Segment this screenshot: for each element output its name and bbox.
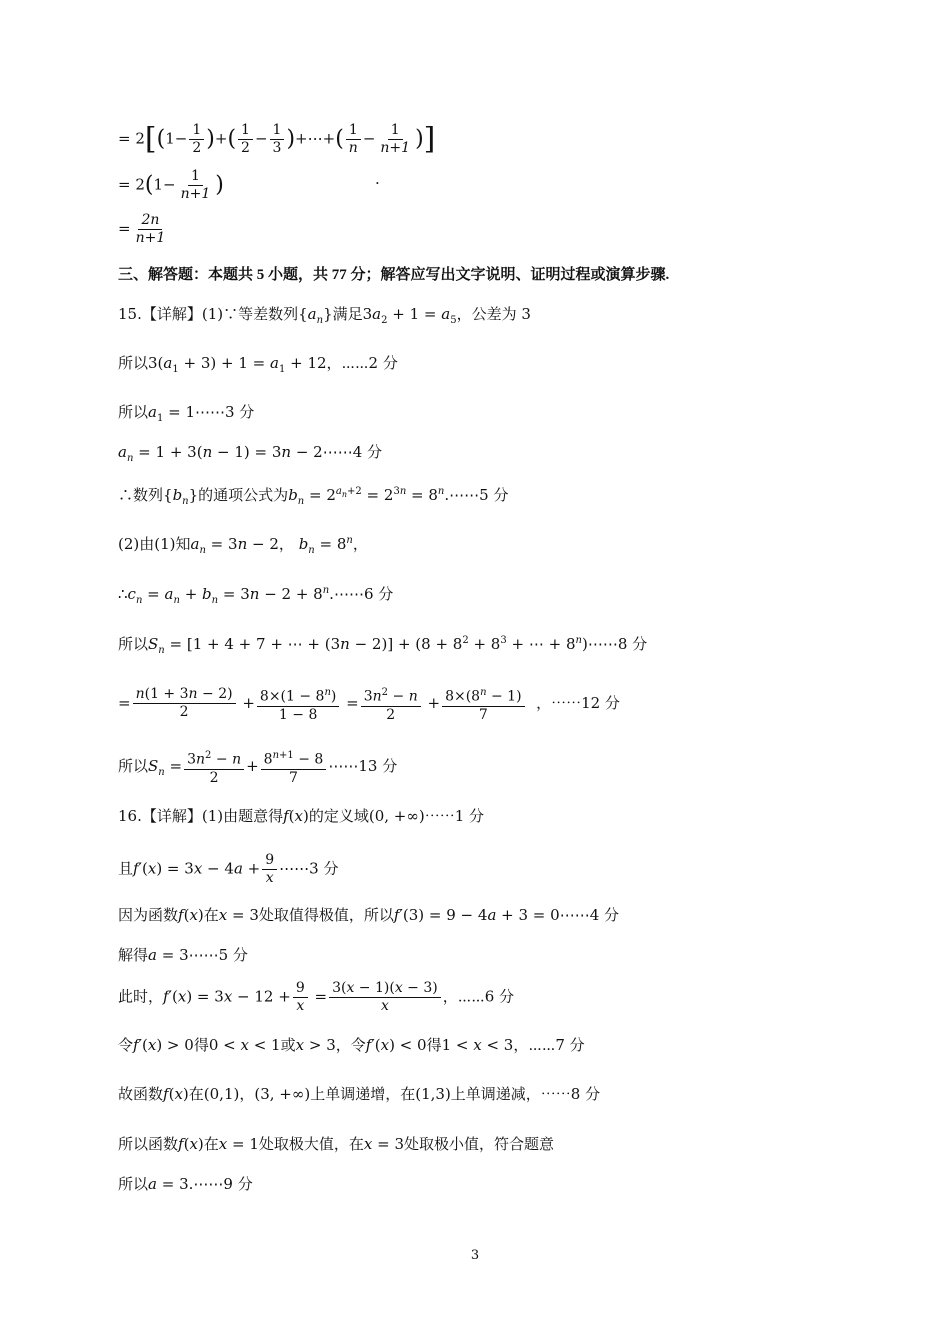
q15-line-6: (2)由(1)知$a_n = 3n - 2$， $b_n = 8^n$， — [118, 535, 368, 556]
fraction: $\frac{1}{2}$ — [189, 122, 204, 157]
q15-line-9: = $\frac{n(1 + 3n - 2)}{2}$ + $\frac{8\times(1 - 8^n)}{1 - 8}$ = $\frac{3n^2 - n}{2}$ + $\frac{8\times(8^n - 1)}{7}$ ，⋯⋯12 分 — [118, 684, 620, 724]
q16-line-8: 所以函数f(x)在x = 1处取极大值，在x = 3处取极小值，符合题意 — [118, 1135, 555, 1153]
fraction: $\frac{1}{n}$ — [346, 122, 361, 157]
page-number: 3 — [470, 1248, 480, 1263]
fraction: $\frac{2n}{n+1}$ — [135, 212, 166, 246]
q16-line-3: 因为函数f(x)在x = 3处取值得极值，所以f′(3) = 9 − 4a + 3 = 0⋯⋯4 分 — [118, 906, 619, 924]
q16-line-1: 16.【详解】(1)由题意得f(x)的定义域(0, +∞)⋯⋯1 分 — [118, 807, 485, 825]
fraction: $\frac{3(x - 1)(x - 3)}{x}$ — [329, 980, 441, 1015]
fraction: $\frac{1}{2}$ — [238, 122, 253, 157]
q16-line-9: 所以a = 3.⋯⋯9 分 — [118, 1175, 253, 1193]
fraction: $\frac{9}{x}$ — [293, 980, 308, 1015]
fraction: $\frac{9}{x}$ — [262, 852, 277, 887]
q15-line-4: $a_n = 1 + 3(n - 1) = 3n$ − 2⋯⋯4 分 — [118, 443, 383, 464]
intro-line-3: = $\frac{2n}{n+1}$ — [118, 212, 170, 247]
fraction: $\frac{8^{n+1} - 8}{7}$ — [261, 747, 327, 787]
fraction: $\frac{3n^2 - n}{2}$ — [184, 747, 244, 787]
q16-line-5: 此时，f′(x) = 3x − 12 + $\frac{9}{x}$ = $\frac{3(x - 1)(x - 3)}{x}$ ，⋯⋯6 分 — [118, 980, 515, 1014]
section-title: 三、解答题：本题共 5 小题，共 77 分；解答应写出文字说明、证明过程或演算步骤. — [118, 267, 670, 283]
fraction: $\frac{1}{n+1}$ — [380, 122, 411, 156]
q15-line-2: 所以$3(a_1 + 3) + 1 = a_1 + 12$，⋯⋯2 分 — [118, 354, 398, 375]
q15-line-7: $\therefore c_n = a_n + b_n = 3n - 2$ + $8^n.\cdots\cdots 6$ 分 — [118, 585, 394, 606]
q15-line-5: ∴数列$\{b_n\}$的通项公式为$b_n = 2^{a_n+2} = 2^{3n}$ = $8^n.\cdots\cdots 5$ 分 — [118, 486, 509, 507]
fraction: $\frac{8\times(8^n - 1)}{7}$ — [442, 684, 524, 724]
q15-line-1: 15.【详解】(1)∵等差数列$\{a_n\}$满足$3a_2 + 1 = a_5$，公差为 3 — [118, 305, 531, 326]
q15-line-3: 所以$a_1$ = 1⋯⋯3 分 — [118, 403, 255, 424]
q16-line-7: 故函数f(x)在(0,1)，(3, +∞)上单调递增，在(1,3)上单调递减，⋯⋯8 分 — [118, 1085, 601, 1103]
intro-line-1: = 2[(1− $\frac{1}{2}$ )+( $\frac{1}{2}$ − $\frac{1}{3}$ )+⋯+( $\frac{1}{n}$ − $\frac{1}{n+1}$ )] — [118, 121, 436, 157]
q15-line-10: 所以$S_n$ = $\frac{3n^2 - n}{2}$ + $\frac{8^{n+1} - 8}{7}$ ⋯⋯13 分 — [118, 747, 397, 787]
q16-line-2: 且f′(x) = 3x − 4a + $\frac{9}{x}$ ⋯⋯3 分 — [118, 852, 339, 886]
fraction: $\frac{1}{3}$ — [270, 122, 285, 157]
fraction: $\frac{3n^2 - n}{2}$ — [361, 684, 421, 724]
intro-line-2: = 2(1− $\frac{1}{n+1}$ ) . — [118, 168, 380, 202]
fraction: $\frac{1}{n+1}$ — [180, 168, 211, 202]
q15-line-8: 所以$S_n = [1 + 4 + 7$ + ⋯ + $(3n - 2)] + (8 + 8^2 + 8^3$ + ⋯ + $8^n)\cdots\cdots 8$ 分 — [118, 635, 648, 656]
fraction: $\frac{8\times(1 - 8^n)}{1 - 8}$ — [257, 684, 339, 724]
q16-line-6: 令f′(x) > 0得0 < x < 1或x > 3，令f′(x) < 0得1 < x < 3，⋯⋯7 分 — [118, 1036, 585, 1054]
fraction: $\frac{n(1 + 3n - 2)}{2}$ — [133, 686, 236, 721]
q16-line-4: 解得a = 3⋯⋯5 分 — [118, 946, 248, 964]
